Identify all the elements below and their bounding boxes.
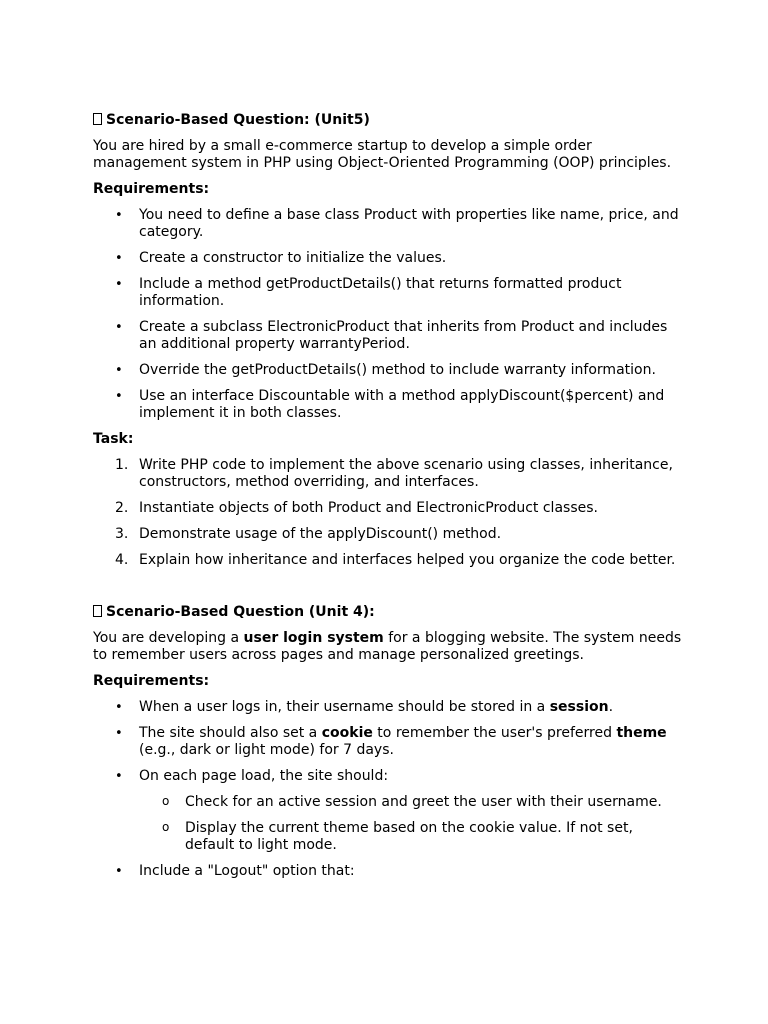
unit5-intro: You are hired by a small e-commerce startup to develop a simple order management system in PHP using Object-Oriented Programming (OOP) principles. xyxy=(93,138,672,171)
list-number: 4. xyxy=(115,552,129,568)
list-item: • Include a method getProductDetails() that returns formatted product information. xyxy=(115,276,622,309)
bullet-icon: • xyxy=(115,363,123,378)
unit5-requirements-label: Requirements: xyxy=(93,181,210,197)
bullet-icon: • xyxy=(115,320,123,335)
list-item: 3. Demonstrate usage of the applyDiscount() method. xyxy=(115,526,502,542)
list-item: • The site should also set a cookie to remember the user's preferred theme (e.g., dark or light mode) for 7 days. xyxy=(115,725,667,758)
list-item: • On each page load, the site should: o Check for an active session and greet the user with their username. o Display the current theme based on the cookie value. If not set, default to light mode. xyxy=(93,768,683,854)
list-item: 2. Instantiate objects of both Product and ElectronicProduct classes. xyxy=(115,500,598,516)
sub-list-item: o Check for an active session and greet the user with their username. xyxy=(162,794,662,810)
list-item: • Include a "Logout" option that: xyxy=(115,863,355,879)
list-item: • When a user logs in, their username should be stored in a session. xyxy=(115,699,614,715)
unit4-intro: You are developing a user login system for a blogging website. The system needs to remember users across pages and manage personalized greetings. xyxy=(93,630,682,663)
unit5-requirements-list xyxy=(93,207,683,422)
unit5-task-list xyxy=(93,457,683,569)
list-number: 1. xyxy=(115,457,129,473)
document-page xyxy=(93,112,683,889)
bullet-icon: • xyxy=(115,700,123,715)
bullet-icon: • xyxy=(115,208,123,223)
unknown-glyph-icon xyxy=(93,113,102,125)
bullet-icon: • xyxy=(115,726,123,741)
unit4-heading: Scenario-Based Question (Unit 4): xyxy=(93,604,683,621)
unit4-requirements-list xyxy=(93,699,683,880)
bullet-icon: • xyxy=(115,864,123,879)
list-item: • You need to define a base class Product with properties like name, price, and category. xyxy=(115,207,679,240)
bullet-icon: • xyxy=(115,251,123,266)
sub-list xyxy=(139,794,683,854)
sub-bullet-icon: o xyxy=(162,794,170,808)
unknown-glyph-icon xyxy=(93,605,102,617)
list-item: • Override the getProductDetails() method to include warranty information. xyxy=(115,362,656,378)
list-item: 4. Explain how inheritance and interfaces helped you organize the code better. xyxy=(115,552,676,568)
list-item: • Use an interface Discountable with a method applyDiscount($percent) and implement it in both classes. xyxy=(115,388,665,421)
section-gap xyxy=(93,578,683,604)
bullet-icon: • xyxy=(115,277,123,292)
sub-list-item: o Display the current theme based on the cookie value. If not set, default to light mode. xyxy=(162,820,633,853)
list-item: • Create a subclass ElectronicProduct that inherits from Product and includes an additional property warrantyPeriod. xyxy=(115,319,668,352)
unit5-heading: Scenario-Based Question: (Unit5) xyxy=(93,112,683,129)
unit4-requirements-label: Requirements: xyxy=(93,673,210,689)
list-item: 1. Write PHP code to implement the above scenario using classes, inheritance, constructors, method overriding, and interfaces. xyxy=(115,457,673,490)
bullet-icon: • xyxy=(115,389,123,404)
list-number: 3. xyxy=(115,526,129,542)
unit5-task-label: Task: xyxy=(93,431,134,447)
sub-bullet-icon: o xyxy=(162,820,170,834)
bullet-icon: • xyxy=(115,769,123,784)
list-item: • Create a constructor to initialize the values. xyxy=(115,250,447,266)
list-number: 2. xyxy=(115,500,129,516)
